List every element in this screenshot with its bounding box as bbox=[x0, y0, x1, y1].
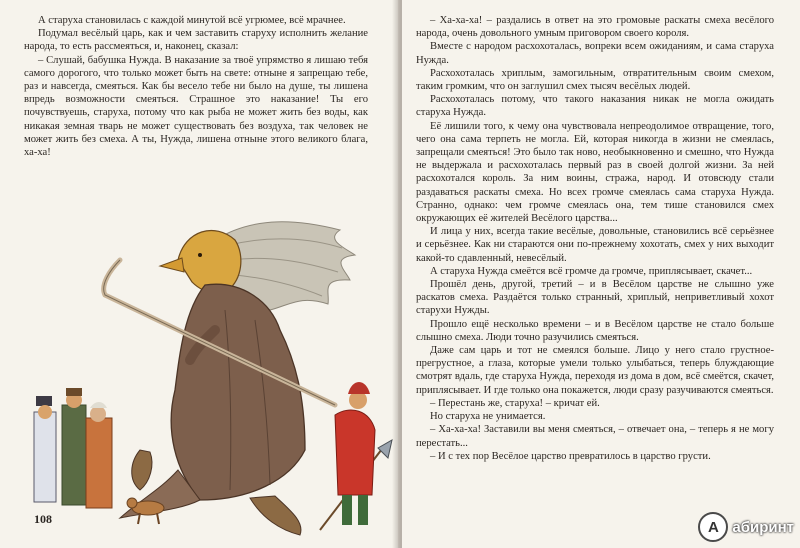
paragraph: А старуха становилась с каждой минутой всё угрюмее, всё мрачнее. bbox=[38, 15, 346, 26]
foot-shape bbox=[250, 496, 301, 535]
paragraph: – Ха-ха-ха! – раздались в ответ на это громовые раскаты смеха весёлого народа, очень довольного умным приговором своего короля. bbox=[416, 15, 774, 40]
labirint-logo-text: абиринт bbox=[732, 518, 794, 536]
paragraph: Расхохоталась хриплым, замогильным, отвратительным своим смехом, таким громким, что он заглушил смех тысяч весёлых людей. bbox=[416, 67, 774, 93]
head-shape bbox=[178, 230, 241, 292]
paragraph: Вместе с народом расхохоталась, вопреки всем ожиданиям, и сама старуха Нужда. bbox=[416, 41, 774, 66]
labirint-logo bbox=[698, 512, 794, 542]
nose-shape bbox=[160, 258, 184, 272]
paragraph: Её лишили того, к чему она чувствовала непреодолимое отвращение, того, чего она сама терпеть не могла. Ей, которая никогда в жизни не смеялась, запрещали смеяться! Это было так ново, необыкновенно и смешно, что Нужда не выдержала и расхохоталась первый раз в своей долгой жизни. За ней расхохотался король. За ним воины, стража, народ. И отовсюду стали раздаваться раскаты смеха. Но всех громче смеялась сама старуха Нужда. Странно, однако: чем громче смеялась она, тем тише становился смех окружающих её жителей Весёлого царства... bbox=[416, 120, 774, 225]
paragraph: Даже сам царь и тот не смеялся больше. Лицо у него стало грустное-прегрустное, а глаза, которые умели только улыбаться, теперь блуждающие смотрят вдаль, где старуха Нужда, переходя из дома в дом, всё смеётся, скачет, приплясывает. И где только она покажется, люди сразу разучиваются смеяться. bbox=[416, 345, 774, 396]
paragraph: – Перестань же, старуха! – кричат ей. bbox=[430, 397, 600, 409]
left-page-text bbox=[24, 14, 368, 159]
paragraph: Расхохоталась потому, что такого наказания никак не могла ожидать старуха Нужда. bbox=[416, 94, 774, 119]
right-page bbox=[402, 0, 800, 548]
page-number: 108 bbox=[34, 512, 52, 526]
right-page-text bbox=[416, 14, 774, 463]
paragraph: Прошло ещё несколько времени – и в Весёлом царстве не стало больше слышно смеха. Люди точно разучились смеяться. bbox=[416, 318, 774, 343]
left-page bbox=[0, 0, 398, 548]
paragraph: И лица у них, всегда такие весёлые, довольные, становились всё серьёзнее и серьёзнее. Как ни стараются они по-прежнему хохотать, смех у них выходит какой-то сдавленный, невесёлый. bbox=[416, 226, 774, 264]
illustration-old-woman-need bbox=[0, 200, 398, 548]
paragraph: Подумал весёлый царь, как и чем заставить старуху исполнить желание народа, то есть рассмеяться, и, наконец, сказал: bbox=[24, 28, 368, 53]
labirint-logo-icon: А bbox=[698, 512, 728, 542]
paragraph: Прошёл день, другой, третий – и в Весёлом царстве не слышно уже раскатов смеха. Раздаётся только странный, хриплый, неприветливый хохот старухи Нужды. bbox=[416, 279, 774, 317]
foot-shape bbox=[132, 450, 152, 490]
paragraph: А старуха Нужда смеётся всё громче да громче, приплясывает, скачет... bbox=[430, 265, 753, 277]
paragraph: – И с тех пор Весёлое царство превратилось в царство грусти. bbox=[430, 450, 711, 462]
robe-shape bbox=[171, 284, 305, 500]
eye-shape bbox=[198, 253, 202, 257]
paragraph: Но старуха не унимается. bbox=[430, 411, 546, 423]
paragraph: – Ха-ха-ха! Заставили вы меня смеяться, – отвечает она, – теперь я не могу перестать... bbox=[416, 424, 774, 449]
townspeople-group bbox=[34, 388, 112, 508]
paragraph: – Слушай, бабушка Нужда. В наказание за твоё упрямство я лишаю тебя самого дорогого, что только может быть на свете: отныне я запрещаю тебе, раз и навсегда, смеяться. Как бы весело тебе ни было на душе, ты лишена впредь возможности смеяться. Страшное это наказание! Ты его почувствуешь, старуха, потому что как рыба не может жить без воды, как никакая земная тварь не может существовать без воздуха, так человек не может жить без смеха. А ты, Нужда, лишена отныне этого великого блага, ха-ха! bbox=[24, 54, 368, 159]
